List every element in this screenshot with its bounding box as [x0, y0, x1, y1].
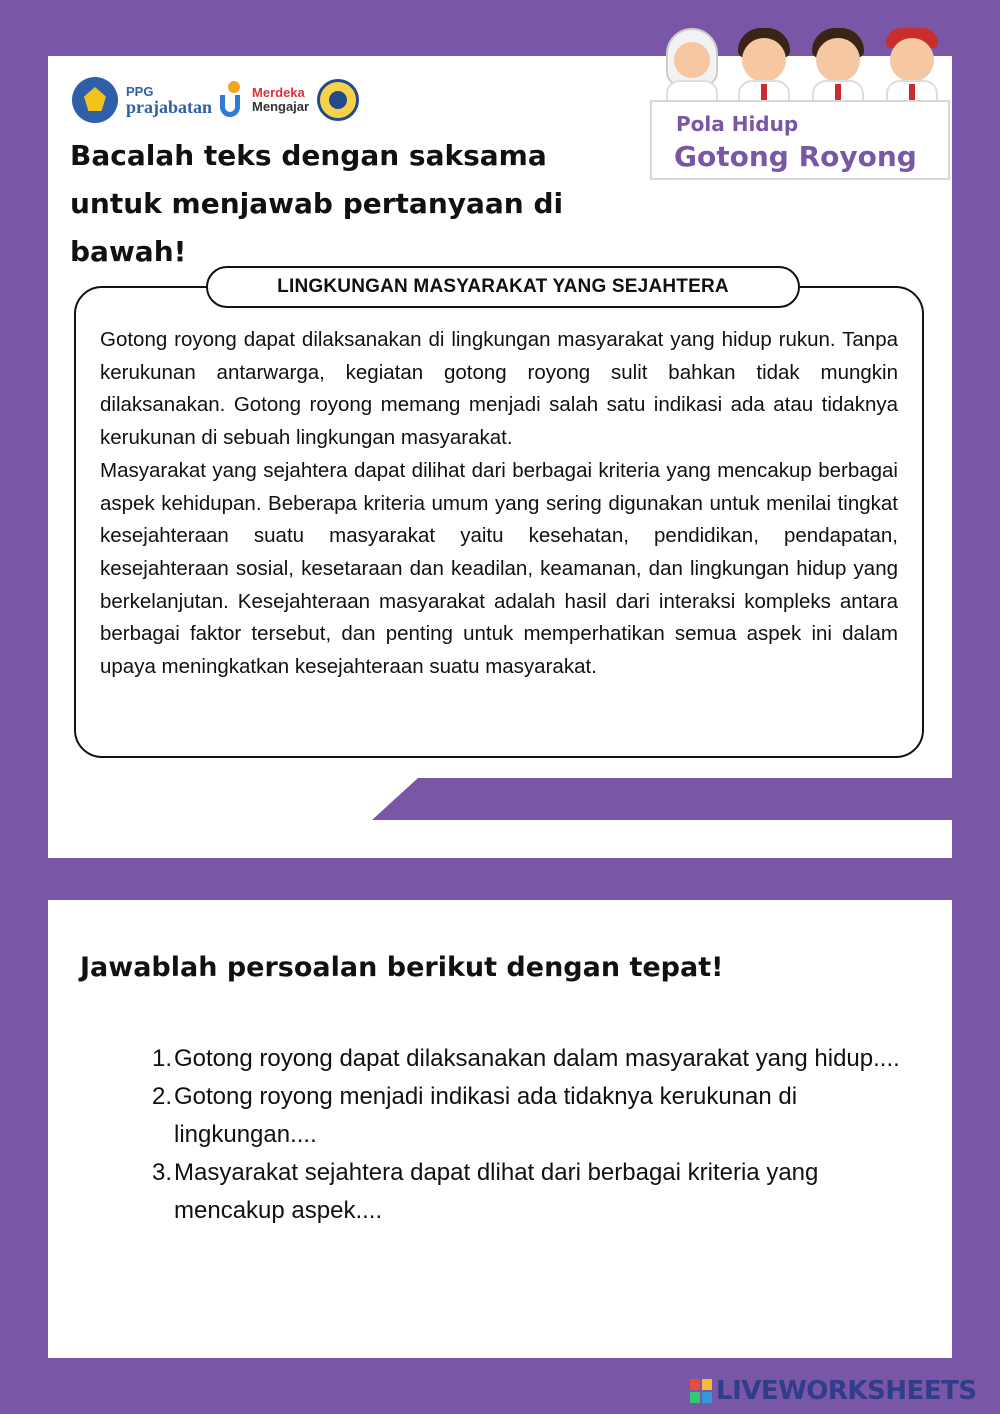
mm-logo-bottom: Mengajar — [252, 99, 310, 114]
question-item: 3. Masyarakat sejahtera dapat dlihat dari berbagai kriteria yang mencakup aspek.... — [142, 1154, 902, 1230]
mm-logo-top: Merdeka — [252, 85, 305, 101]
instruction-heading: Bacalah teks dengan saksama untuk menjawab pertanyaan di bawah! — [70, 139, 564, 268]
ppg-logo — [126, 85, 212, 116]
question-text: Gotong royong dapat dilaksanakan dalam masyarakat yang hidup.... — [174, 1045, 900, 1072]
reading-paragraph-2: Masyarakat yang sejahtera dapat dilihat dari berbagai kriteria yang mencakup berbagai aspek kehidupan. Beberapa kriteria umum yang sering digunakan untuk menilai tingkat kesejahteraan suatu masyarakat yaitu kesehatan, pendidikan, pendapatan, kesejahteraan sosial, kesetaraan dan keadilan, keamanan, dan lingkungan hidup yang berkelanjutan. Kesejahteraan masyarakat adalah hasil dari interaksi kompleks antara berbagai faktor tersebut, dan penting untuk memperhatikan semua aspek ini dalam upaya meningkatkan kesejahteraan suatu masyarakat. — [100, 458, 898, 679]
reading-title: LINGKUNGAN MASYARAKAT YANG SEJAHTERA — [206, 266, 800, 308]
kemdikbud-logo-icon — [72, 77, 118, 123]
topic-subtitle: Pola Hidup — [676, 112, 799, 136]
reading-paragraph-1: Gotong royong dapat dilaksanakan di lingkungan masyarakat yang hidup rukun. Tanpa kerukunan antarwarga, kegiatan gotong royong sulit bahkan tidak mungkin dilaksanakan. Gotong royong memang menjadi salah satu indikasi ada atau tidaknya kerukunan di sebuah lingkungan masyarakat. — [100, 328, 898, 450]
question-text: Gotong royong menjadi indikasi ada tidaknya kerukunan di lingkungan.... — [174, 1083, 798, 1148]
logo-bar — [72, 76, 359, 124]
ppg-logo-top: PPG — [126, 83, 154, 99]
liveworksheets-logo[interactable] — [690, 1376, 977, 1406]
question-item: 1. Gotong royong dapat dilaksanakan dalam masyarakat yang hidup.... — [142, 1040, 902, 1078]
topic-title-box — [650, 100, 950, 180]
question-text: Masyarakat sejahtera dapat dlihat dari berbagai kriteria yang mencakup aspek.... — [174, 1159, 819, 1224]
question-item: 2. Gotong royong menjadi indikasi ada tidaknya kerukunan di lingkungan.... — [142, 1078, 902, 1154]
liveworksheets-text: LIVEWORKSHEETS — [716, 1376, 977, 1406]
merdeka-mengajar-icon — [220, 81, 244, 119]
liveworksheets-icon — [690, 1379, 712, 1403]
reading-text — [100, 324, 898, 684]
merdeka-mengajar-logo — [252, 86, 309, 113]
ppg-logo-bottom: prajabatan — [126, 96, 213, 117]
questions-heading: Jawablah persoalan berikut dengan tepat! — [80, 952, 724, 983]
university-seal-icon — [317, 79, 359, 121]
topic-title: Gotong Royong — [674, 140, 917, 173]
question-list — [142, 1040, 902, 1230]
